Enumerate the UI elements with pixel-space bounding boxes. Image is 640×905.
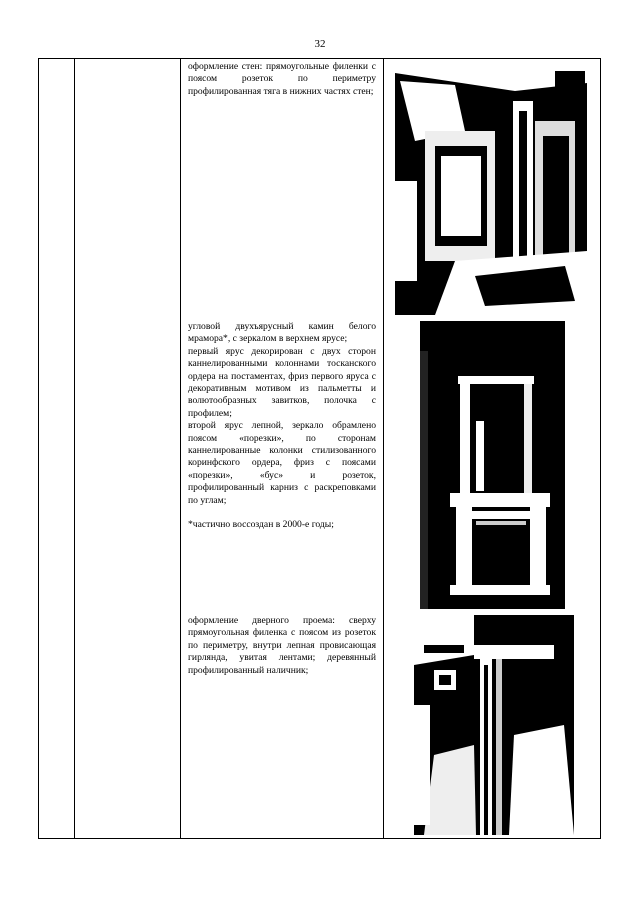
description-paragraph: второй ярус лепной, зеркало обрамлено поясом «порезки», по сторонам каннелированные колонки стилизованного коринфского ордера, фриз с поясами «порезки», «бус» и розеток, профилированный карниз с раскреповками по углам;	[188, 420, 376, 506]
column-divider	[180, 59, 181, 838]
description-paragraph: оформление дверного проема: сверху прямоугольная филенка с поясом из розеток по периметру, внутри лепная провисающая гирлянда, увитая лентами; деревянный профилированный наличник;	[188, 615, 376, 676]
description-paragraph	[188, 507, 376, 519]
description-paragraph: оформление стен: прямоугольные филенки с поясом розеток по периметру профилированная тяга в нижних частях стен;	[188, 61, 376, 97]
description-paragraph: *частично воссоздан в 2000-е годы;	[188, 519, 334, 531]
description-cell-doorway	[188, 615, 376, 677]
wall-panel-photo	[395, 61, 587, 315]
column-divider	[74, 59, 75, 838]
fireplace-photo	[420, 321, 565, 609]
description-cell-walls	[188, 61, 376, 98]
doorway-photo	[414, 615, 574, 835]
description-paragraph: первый ярус декорирован с двух сторон каннелированными колоннами тосканского ордера на постаментах, фриз первого яруса с декоративным мотивом из пальметты и волютообразных завитков, полочка с профилем;	[188, 345, 376, 419]
page-number: 32	[314, 38, 326, 50]
monument-table	[38, 58, 601, 839]
description-cell-fireplace	[188, 321, 376, 532]
column-divider	[383, 59, 384, 838]
description-paragraph: угловой двухъярусный камин белого мрамора*, с зеркалом в верхнем ярусе;	[188, 321, 376, 345]
